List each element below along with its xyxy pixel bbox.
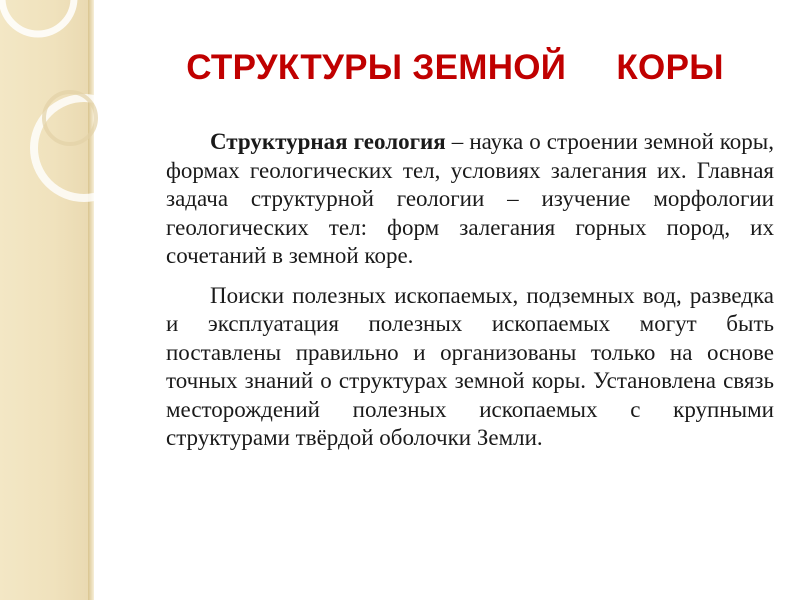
decorative-rings xyxy=(0,0,120,230)
term-structural-geology: Структурная геология xyxy=(210,129,446,154)
slide-title: СТРУКТУРЫ ЗЕМНОЙ КОРЫ xyxy=(186,48,724,87)
ring-large xyxy=(34,98,120,198)
paragraph-definition xyxy=(166,128,774,271)
paragraph-definition-text: – наука о строении земной коры, формах геологических тел, условиях залегания их. Главная задача структурной геологии – изучение морфологии геологических тел: форм залегания горных пород, их сочетаний в земной коре. xyxy=(166,129,775,268)
ring-top xyxy=(2,0,74,34)
paragraph-applications: Поиски полезных ископаемых, подземных вод, разведка и эксплуатация полезных ископаемых могут быть поставлены правильно и организованы только на основе точных знаний о структурах земной коры. Установлена связь месторождений полезных ископаемых с крупными структурами твёрдой оболочки Земли. xyxy=(166,282,774,450)
slide-body xyxy=(166,128,774,464)
